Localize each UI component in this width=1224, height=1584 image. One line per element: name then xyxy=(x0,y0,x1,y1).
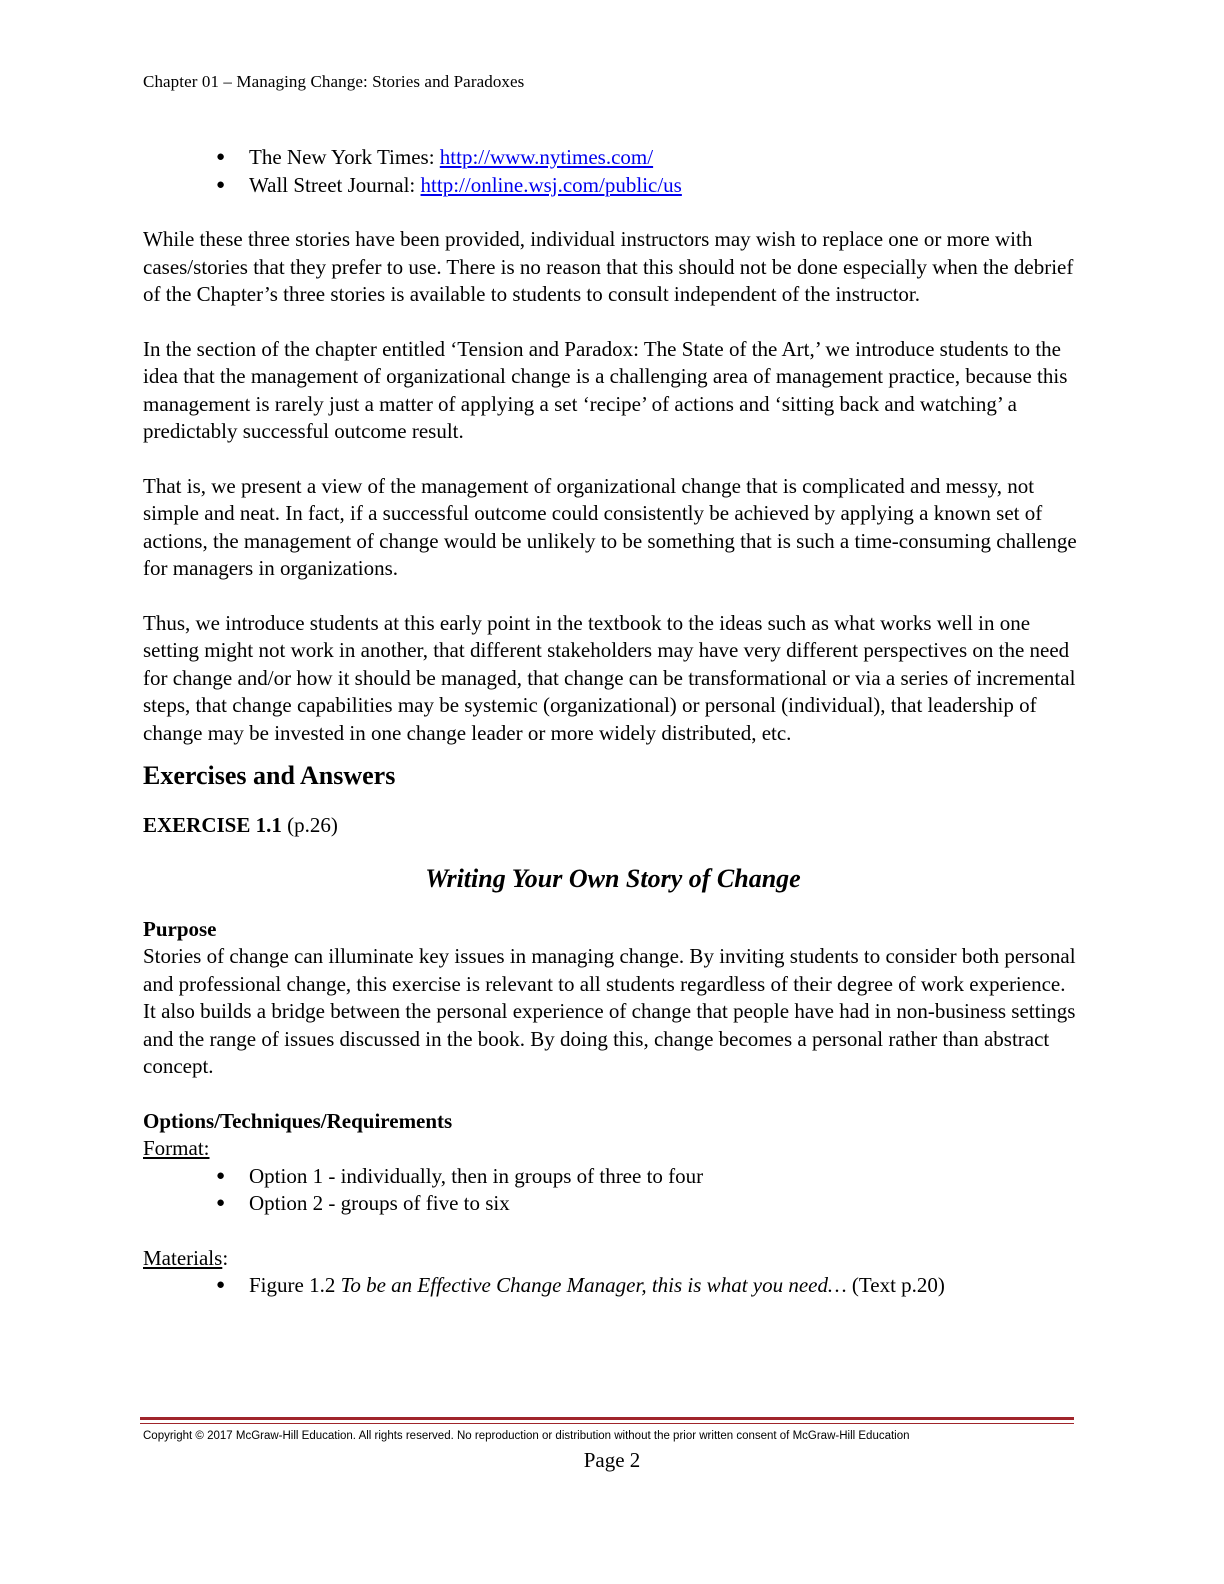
paragraph: In the section of the chapter entitled ‘Tension and Paradox: The State of the Art,’ we introduce students to the idea that the management of organizational change is a challenging area of management practice, because this management is rarely just a matter of applying a set ‘recipe’ of actions and ‘sitting back and watching’ a predictably successful outcome result. xyxy=(143,336,1068,443)
purpose-text: Stories of change can illuminate key issues in managing change. By inviting students to consider both personal and professional change, this exercise is relevant to all students regardless of their degree of work experience. It also builds a bridge between the personal experience of change that people have had in non-business settings and the range of issues discussed in the book. By doing this, change becomes a personal rather than abstract concept. xyxy=(143,944,1076,1078)
bullet-icon: ● xyxy=(216,149,226,165)
link-label: Wall Street Journal: xyxy=(249,172,421,197)
footer-rule-thin xyxy=(140,1423,1074,1424)
list-item xyxy=(143,1163,1083,1191)
materials-suffix: (Text p.20) xyxy=(846,1273,945,1297)
bullet-icon: ● xyxy=(216,1195,226,1211)
footer-rule xyxy=(140,1417,1074,1420)
bullet-icon: ● xyxy=(216,1167,226,1184)
format-list xyxy=(143,1163,1083,1218)
exercise-title: Writing Your Own Story of Change xyxy=(425,863,801,893)
materials-colon: : xyxy=(222,1245,229,1270)
link-list xyxy=(143,144,1083,199)
wsj-link[interactable]: http://online.wsj.com/public/us xyxy=(420,172,682,197)
document-body xyxy=(143,144,1083,1300)
paragraph: While these three stories have been provided, individual instructors may wish to replace one or more with cases/stories that they prefer to use. There is no reason that this should not be done especially when the debrief of the Chapter’s three stories is available to students to consult independent of the instructor. xyxy=(143,227,1074,306)
purpose-heading: Purpose xyxy=(143,916,217,941)
copyright-notice: Copyright © 2017 McGraw-Hill Education. All rights reserved. No reproduction or distribution without the prior written consent of McGraw-Hill Education xyxy=(143,1430,910,1442)
exercise-number: EXERCISE 1.1 xyxy=(143,813,282,837)
list-item xyxy=(143,1272,1083,1300)
materials-figure-title: To be an Effective Change Manager, this is what you need… xyxy=(340,1273,847,1297)
exercise-page-ref: (p.26) xyxy=(281,813,338,837)
list-item xyxy=(143,1190,1083,1218)
section-heading: Exercises and Answers xyxy=(143,761,396,790)
page-number: Page 2 xyxy=(583,1448,641,1472)
running-header: Chapter 01 – Managing Change: Stories and Paradoxes xyxy=(143,72,525,91)
bullet-icon: ● xyxy=(216,176,226,193)
materials-label: Materials xyxy=(143,1245,223,1270)
paragraph: Thus, we introduce students at this early point in the textbook to the ideas such as what works well in one setting might not work in another, that different stakeholders may have very different perspectives on the need for change and/or how it should be managed, that change can be transformational or via a series of incremental steps, that change capabilities may be systemic (organizational) or personal (individual), that leadership of change may be invested in one change leader or more widely distributed, etc. xyxy=(143,610,1076,745)
list-item xyxy=(143,144,1083,172)
format-option: Option 2 - groups of five to six xyxy=(249,1191,510,1215)
paragraph: That is, we present a view of the management of organizational change that is complicated and messy, not simple and neat. In fact, if a successful outcome could consistently be achieved by applying a known set of actions, the management of change would be unlikely to be something that is such a time-consuming challenge for managers in organizations. xyxy=(143,473,1077,580)
materials-label-line xyxy=(143,1245,1083,1273)
nytimes-link[interactable]: http://www.nytimes.com/ xyxy=(439,145,654,169)
materials-prefix: Figure 1.2 xyxy=(249,1273,341,1297)
format-label: Format: xyxy=(143,1136,210,1160)
options-heading: Options/Techniques/Requirements xyxy=(143,1108,453,1133)
list-item xyxy=(143,172,1083,200)
bullet-icon: ● xyxy=(216,1277,226,1293)
link-label: The New York Times: xyxy=(249,145,440,169)
materials-list xyxy=(143,1272,1083,1300)
exercise-label xyxy=(143,812,1083,840)
format-option: Option 1 - individually, then in groups of three to four xyxy=(249,1163,704,1188)
